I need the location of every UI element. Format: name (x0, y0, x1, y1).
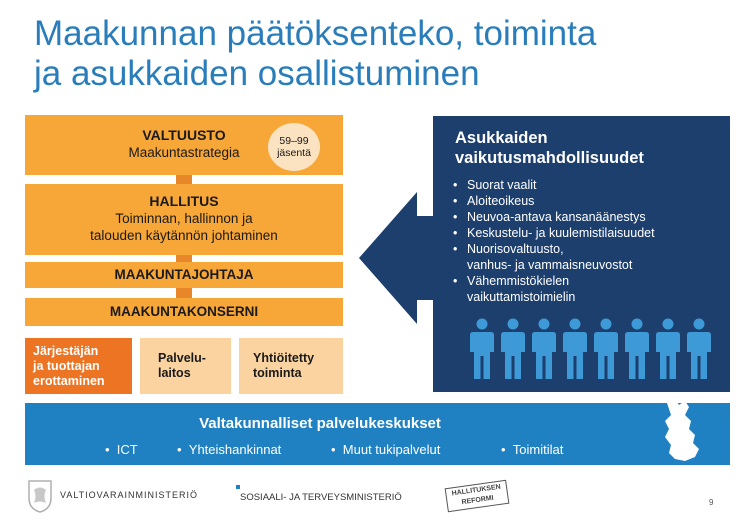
sub-box-palvelulaitos (140, 338, 231, 394)
maakuntakonserni-label: MAAKUNTAKONSERNI (109, 304, 259, 319)
stamp-line-1: HALLITUKSEN (451, 483, 502, 498)
badge-unit: jäsentä (277, 147, 311, 159)
page-title (34, 14, 724, 94)
member-count-badge (268, 123, 320, 171)
reform-stamp (445, 480, 510, 512)
bar-item-toimitilat: • Toimitilat (501, 442, 564, 457)
stm-logo-mark (236, 485, 240, 489)
person-icon (656, 319, 680, 380)
people-icons (470, 318, 712, 380)
list-item: • Neuvoa-antava kansanäänestys (453, 209, 655, 225)
hallitus-text-1: Toiminnan, hallinnon ja (115, 211, 253, 226)
sub-box-text: Järjestäjän (33, 343, 99, 358)
person-icon (625, 319, 649, 380)
panel-title (455, 128, 644, 168)
stamp-line-2: REFORMI (461, 494, 495, 507)
maakuntakonserni-box (25, 298, 343, 326)
person-icon (501, 319, 525, 380)
person-icon (563, 319, 587, 380)
bar-item-tukipalvelut: • Muut tukipalvelut (331, 442, 441, 457)
sub-box-text: erottaminen (33, 373, 105, 388)
valtuusto-heading: VALTUUSTO (142, 127, 226, 143)
stm-logo: SOSIAALI- JA TERVEYSMINISTERIÖ (240, 492, 402, 503)
valtiovarainministerio-logo: VALTIOVARAINMINISTERIÖ (60, 490, 199, 500)
title-line-2: ja asukkaiden osallistuminen (34, 54, 480, 93)
list-item: • Suorat vaalit (453, 177, 655, 193)
sub-box-text: ja tuottajan (33, 358, 100, 373)
influence-list (453, 177, 655, 305)
sub-box-yhtioitetty (239, 338, 343, 394)
sub-box-text: Yhtiöitetty (253, 351, 315, 365)
connector (176, 288, 192, 298)
bar-item-yhteishankinnat: • Yhteishankinnat (177, 442, 282, 457)
bar-title: Valtakunnalliset palvelukeskukset (199, 415, 441, 432)
person-icon (594, 319, 618, 380)
person-icon (470, 319, 494, 380)
left-arrow-icon (359, 192, 435, 324)
national-service-centers-bar (25, 403, 730, 465)
badge-count: 59–99 (279, 135, 309, 147)
maakuntajohtaja-box (25, 262, 343, 288)
lion-crest-icon (26, 478, 54, 514)
connector (176, 255, 192, 262)
title-line-1: Maakunnan päätöksenteko, toiminta (34, 14, 597, 53)
valtuusto-text: Maakuntastrategia (128, 145, 240, 160)
sub-box-jarjestaja (25, 338, 132, 394)
person-icon (687, 319, 711, 380)
person-icon (532, 319, 556, 380)
finland-map-icon (655, 397, 713, 465)
bar-item-ict: • ICT (105, 442, 138, 457)
sub-box-text: toiminta (253, 366, 302, 380)
list-item: • Keskustelu- ja kuulemistilaisuudet (453, 225, 655, 241)
panel-title-line-2: vaikutusmahdollisuudet (455, 149, 644, 167)
hallitus-heading: HALLITUS (149, 193, 219, 209)
page-number: 9 (709, 498, 714, 507)
hallitus-text-2: talouden käytännön johtaminen (90, 228, 278, 243)
sub-box-text: Palvelu- (158, 351, 206, 365)
maakuntajohtaja-label: MAAKUNTAJOHTAJA (114, 267, 254, 282)
panel-title-line-1: Asukkaiden (455, 129, 548, 147)
hallitus-box (25, 184, 343, 255)
list-item: • Nuorisovaltuusto, vanhus- ja vammaisneuvostot (453, 241, 655, 273)
sub-box-text: laitos (158, 366, 191, 380)
list-item: • Aloiteoikeus (453, 193, 655, 209)
list-item: • Vähemmistökielen vaikuttamistoimielin (453, 273, 655, 305)
